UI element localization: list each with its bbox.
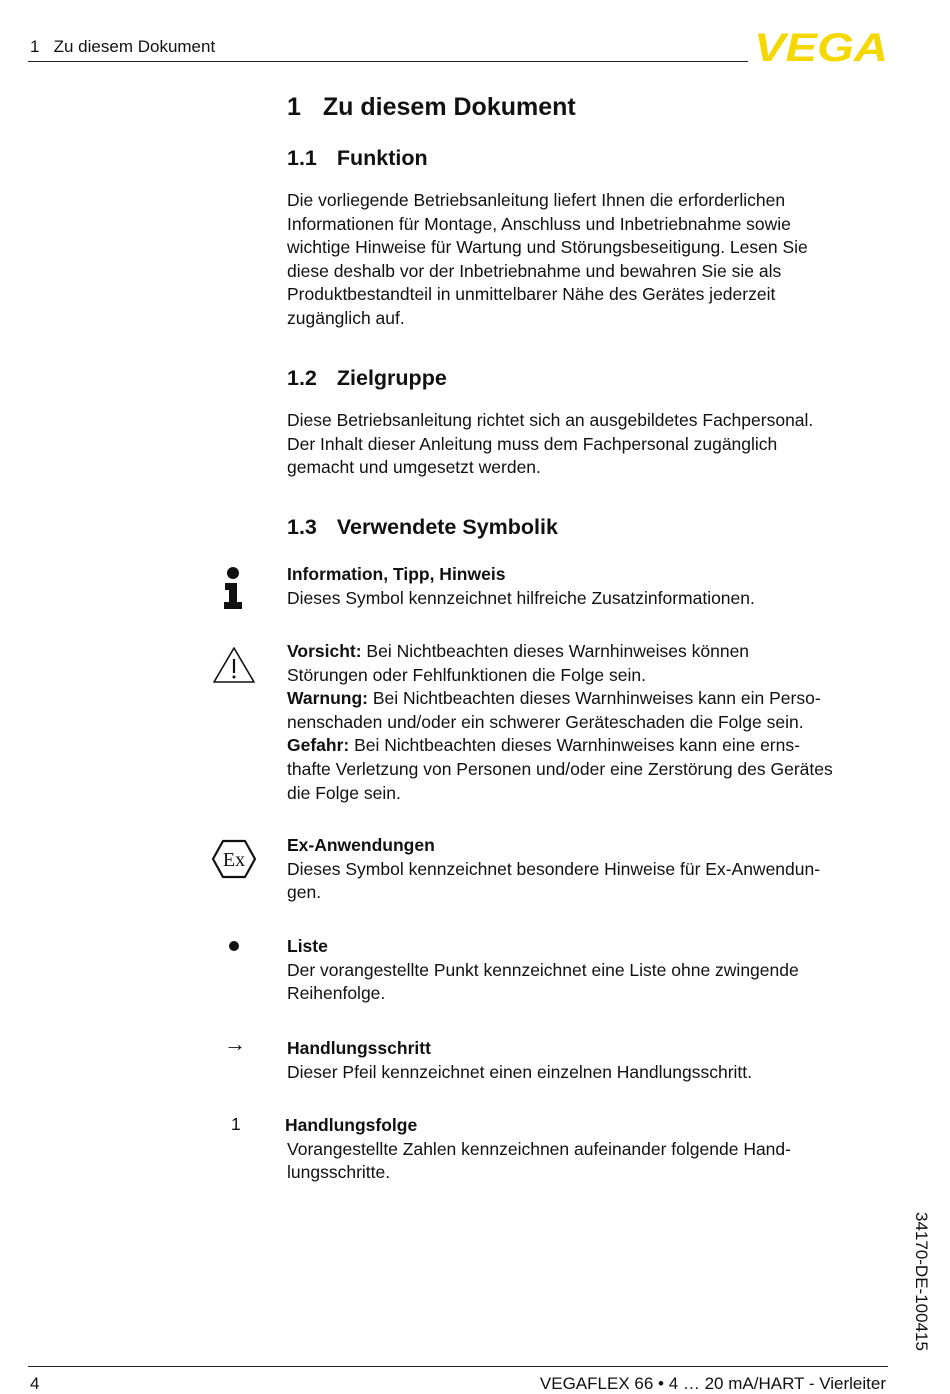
- zielgruppe-paragraph: [287, 409, 897, 480]
- text-line: Dieses Symbol kennzeichnet besondere Hinweise für Ex-Anwendun-: [287, 858, 821, 879]
- section-title: Verwendete Symbolik: [336, 515, 558, 539]
- section-heading-symbolik: [287, 515, 558, 540]
- text-line: Bei Nichtbeachten dieses Warnhinweises kann eine erns-: [349, 735, 800, 756]
- vorsicht-label: Vorsicht:: [287, 641, 362, 661]
- text-line: zugänglich auf.: [287, 307, 405, 328]
- text-line: Der vorangestellte Punkt kennzeichnet eine Liste ohne zwingende: [287, 959, 799, 980]
- warnung-line: [287, 687, 897, 711]
- section-number: 1.3: [287, 515, 317, 539]
- text-line: Der Inhalt dieser Anleitung muss dem Fachpersonal zugänglich: [287, 433, 778, 454]
- info-title: Information, Tipp, Hinweis: [287, 564, 506, 584]
- info-text: Dieses Symbol kennzeichnet hilfreiche Zusatzinformationen.: [287, 587, 755, 608]
- gefahr-line: [287, 734, 897, 758]
- text-line: gemacht und umgesetzt werden.: [287, 457, 541, 478]
- running-header: 1 Zu diesem Dokument: [30, 37, 216, 56]
- bullet-icon: [229, 941, 239, 951]
- text-line: diese deshalb vor der Inbetriebnahme und bewahren Sie sie als: [287, 260, 782, 281]
- text-line: Bei Nichtbeachten dieses Warnhinweises kann ein Perso-: [368, 688, 821, 709]
- header-divider: [28, 61, 748, 62]
- svg-text:Ex: Ex: [222, 849, 246, 871]
- vorsicht-line: [287, 640, 897, 664]
- liste-title: Liste: [287, 936, 328, 956]
- text-line: die Folge sein.: [287, 782, 401, 803]
- folge-title: Handlungsfolge: [285, 1115, 418, 1135]
- text-line: Störungen oder Fehlfunktionen die Folge sein.: [287, 664, 646, 685]
- chapter-number: 1: [287, 93, 301, 121]
- ex-icon: [211, 839, 257, 879]
- text-line: Die vorliegende Betriebsanleitung liefert Ihnen die erforderlichen: [287, 190, 786, 210]
- info-block: [287, 563, 897, 610]
- document-number: 34170-DE-100415: [912, 1212, 931, 1351]
- vega-logo: [754, 30, 888, 64]
- section-heading-funktion: [287, 146, 428, 171]
- text-line: gen.: [287, 882, 322, 903]
- text-line: Vorangestellte Zahlen kennzeichnen aufeinander folgende Hand-: [287, 1138, 791, 1159]
- ex-title: Ex-Anwendungen: [287, 835, 435, 855]
- text-line: wichtige Hinweise für Wartung und Störungsbeseitigung. Lesen Sie: [287, 237, 808, 258]
- warning-block: [287, 640, 897, 805]
- section-number: 1.2: [287, 366, 317, 390]
- schritt-title: Handlungsschritt: [287, 1038, 431, 1058]
- footer-product: VEGAFLEX 66 • 4 … 20 mA/HART - Vierleiter: [539, 1374, 886, 1393]
- section-number: 1.1: [287, 146, 317, 170]
- gefahr-label: Gefahr:: [287, 735, 350, 756]
- folge-block: [285, 1114, 895, 1185]
- step-number-marker: 1: [231, 1114, 241, 1134]
- text-line: Produktbestandteil in unmittelbarer Nähe des Gerätes jederzeit: [287, 284, 776, 305]
- text-line: nenschaden und/oder ein schwerer Geräteschaden die Folge sein.: [287, 711, 804, 732]
- schritt-block: [287, 1037, 897, 1084]
- text-line: Diese Betriebsanleitung richtet sich an ausgebildetes Fachpersonal.: [287, 410, 814, 430]
- text-line: lungsschritte.: [287, 1162, 391, 1183]
- info-icon: [222, 566, 244, 610]
- funktion-paragraph: [287, 189, 897, 331]
- vega-logo-text: VEGA: [754, 30, 888, 64]
- warning-triangle-icon: [212, 646, 256, 684]
- section-title: Funktion: [336, 146, 428, 170]
- liste-block: [287, 935, 897, 1006]
- arrow-right-icon: →: [224, 1031, 246, 1056]
- chapter-title: [287, 93, 576, 122]
- ex-block: [287, 834, 897, 905]
- chapter-title-text: Zu diesem Dokument: [322, 93, 576, 121]
- section-title: Zielgruppe: [336, 366, 447, 390]
- text-line: thafte Verletzung von Personen und/oder eine Zerstörung des Gerätes: [287, 758, 833, 779]
- footer-divider: [28, 1366, 888, 1367]
- warnung-label: Warnung:: [287, 688, 368, 709]
- text-line: Reihenfolge.: [287, 983, 386, 1004]
- text-line: Informationen für Montage, Anschluss und Inbetriebnahme sowie: [287, 213, 791, 234]
- text-line: Bei Nichtbeachten dieses Warnhinweises können: [361, 641, 750, 661]
- page-number: 4: [30, 1374, 40, 1393]
- text-line: Dieser Pfeil kennzeichnet einen einzelnen Handlungsschritt.: [287, 1061, 752, 1082]
- section-heading-zielgruppe: [287, 366, 447, 391]
